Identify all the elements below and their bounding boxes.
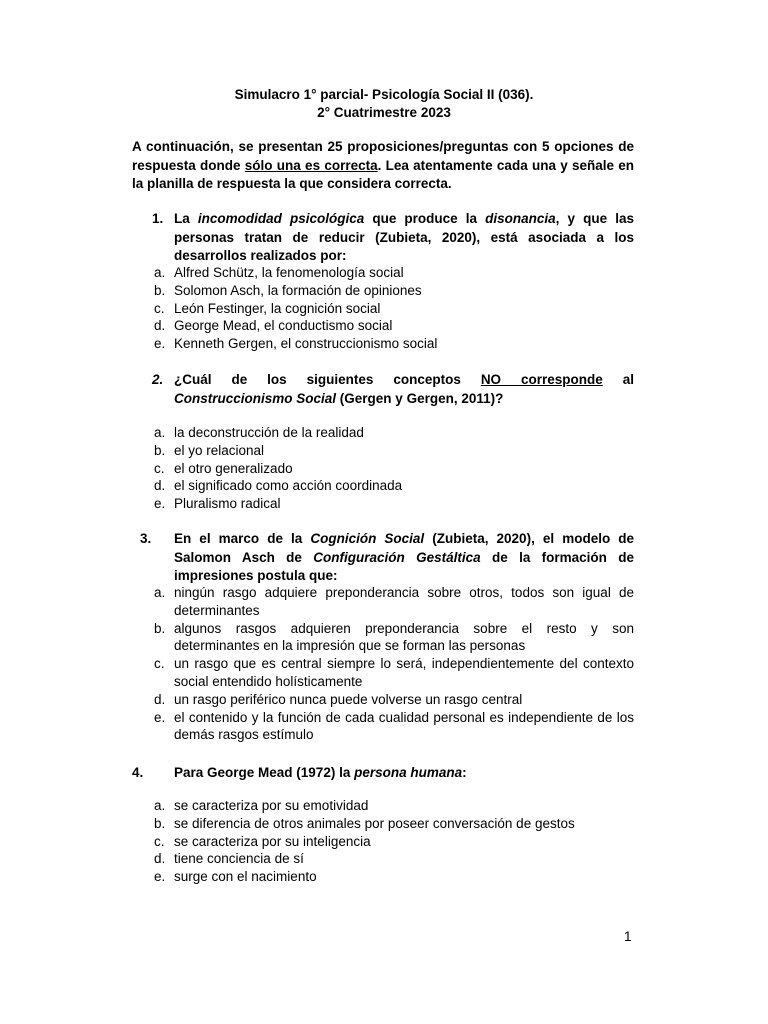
page-number: 1 xyxy=(624,929,632,944)
option: e. Pluralismo radical xyxy=(154,496,281,512)
instructions-paragraph xyxy=(132,138,634,194)
option: d. un rasgo periférico nunca puede volverse un rasgo central xyxy=(154,691,523,707)
option: b. algunos rasgos adquieren preponderancia sobre el resto y son determinantes en la impresión que se forman las personas xyxy=(154,620,634,654)
question-2 xyxy=(132,371,634,408)
option: c. el otro generalizado xyxy=(154,460,293,476)
document-title: Simulacro 1° parcial- Psicología Social II (036). xyxy=(234,87,534,102)
option: e. Kenneth Gergen, el construccionismo social xyxy=(154,336,438,352)
question-number: 2. xyxy=(152,372,164,387)
question-2-options xyxy=(154,424,634,513)
question-text: En el marco de la Cognición Social (Zubieta, 2020), el modelo de Salomon Asch de Configuración Gestáltica de la formación de impresiones postula que: xyxy=(174,531,635,583)
instructions-text-1: A continuación, se presentan 25 proposiciones/preguntas con 5 opciones de respuesta donde xyxy=(132,139,634,173)
option: b. se diferencia de otros animales por poseer conversación de gestos xyxy=(154,815,575,831)
question-text: La incomodidad psicológica que produce la disonancia, y que las personas tratan de reducir (Zubieta, 2020), está asociada a los desarrollos realizados por: xyxy=(174,211,634,263)
document-subtitle: 2° Cuatrimestre 2023 xyxy=(317,105,451,120)
question-number: 3. xyxy=(140,531,152,546)
option: b. el yo relacional xyxy=(154,442,265,458)
question-3-options xyxy=(154,584,634,744)
option: c. un rasgo que es central siempre lo será, independientemente del contexto social entendido holísticamente xyxy=(154,656,634,689)
option: e. surge con el nacimiento xyxy=(154,869,317,885)
option: a. la deconstrucción de la realidad xyxy=(154,425,364,440)
instructions-text-2: . Lea atentamente cada una y señale en la planilla de respuesta la que considera correcta. xyxy=(132,157,635,191)
question-4-options xyxy=(154,797,634,886)
option: d. el significado como acción coordinada xyxy=(154,478,403,494)
option: b. Solomon Asch, la formación de opiniones xyxy=(154,282,422,298)
option: d. George Mead, el conductismo social xyxy=(154,318,393,334)
question-number: 1. xyxy=(152,211,164,226)
question-text: Para George Mead (1972) la persona humana: xyxy=(174,765,467,780)
instructions-underlined: sólo una es correcta xyxy=(244,157,378,173)
option: a. ningún rasgo adquiere preponderancia sobre otros, todos son igual de determinantes xyxy=(154,585,634,618)
question-4 xyxy=(132,764,634,783)
option: d. tiene conciencia de sí xyxy=(154,851,304,867)
option: a. Alfred Schütz, la fenomenología social xyxy=(154,265,404,280)
option: c. se caracteriza por su inteligencia xyxy=(154,833,371,849)
option: c. León Festinger, la cognición social xyxy=(154,300,381,316)
question-1 xyxy=(132,210,634,266)
option: a. se caracteriza por su emotividad xyxy=(154,798,369,813)
option: e. el contenido y la función de cada cualidad personal es independiente de los demás rasgos estímulo xyxy=(154,709,634,743)
question-1-options xyxy=(154,264,634,353)
question-3 xyxy=(132,530,634,586)
question-text: ¿Cuál de los siguientes conceptos NO corresponde al Construccionismo Social (Gergen y Gergen, 2011)? xyxy=(174,372,635,406)
question-number: 4. xyxy=(132,765,144,780)
